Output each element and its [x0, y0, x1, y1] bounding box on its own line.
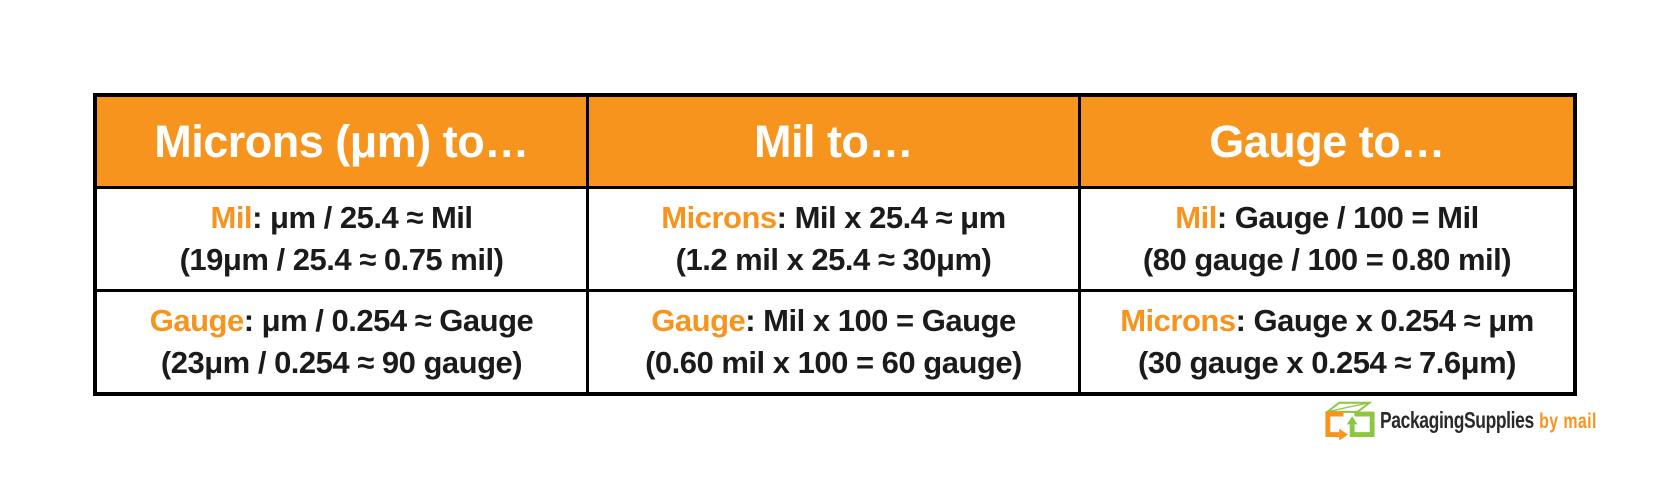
unit-accent: Gauge [651, 303, 746, 338]
formula-text: : Mil x 25.4 ≈ μm [776, 200, 1006, 235]
table-cell-microns-to-gauge [97, 292, 589, 392]
table-cell-mil-to-gauge [589, 292, 1081, 392]
formula-line [211, 197, 473, 239]
example-line: (0.60 mil x 100 = 60 gauge) [645, 345, 1022, 380]
header-label: Microns (μm) to… [154, 115, 529, 167]
header-cell-microns [97, 97, 589, 189]
header-cell-gauge [1081, 97, 1573, 189]
header-label: Gauge to… [1209, 115, 1445, 167]
packagingsupplies-logo [1323, 399, 1665, 441]
unit-accent: Microns [1120, 303, 1236, 338]
header-label: Mil to… [754, 115, 913, 167]
example-line: (80 gauge / 100 = 0.80 mil) [1142, 242, 1512, 277]
table-cell-mil-to-microns [589, 189, 1081, 292]
unit-accent: Mil [210, 200, 253, 235]
formula-line [651, 300, 1015, 342]
table-cell-gauge-to-microns [1081, 292, 1573, 392]
logo-text [1380, 407, 1597, 434]
formula-line [1120, 300, 1534, 342]
formula-text: : Gauge / 100 = Mil [1216, 200, 1479, 235]
table-cell-gauge-to-mil [1081, 189, 1573, 292]
formula-line [661, 197, 1005, 239]
table-cell-microns-to-mil [97, 189, 589, 292]
formula-text: : μm / 25.4 ≈ Mil [252, 200, 473, 235]
formula-text: : μm / 0.254 ≈ Gauge [243, 303, 534, 338]
example-line: (1.2 mil x 25.4 ≈ 30μm) [675, 242, 992, 277]
box-logo-icon [1323, 400, 1377, 440]
header-cell-mil [589, 97, 1081, 189]
example-line: (19μm / 25.4 ≈ 0.75 mil) [179, 242, 504, 277]
unit-conversion-table [93, 93, 1577, 396]
formula-line [1175, 197, 1478, 239]
example-line: (30 gauge x 0.254 ≈ 7.6μm) [1138, 345, 1516, 380]
logo-byline: by mail [1539, 409, 1597, 433]
unit-accent: Mil [1175, 200, 1217, 235]
unit-accent: Microns [661, 200, 777, 235]
formula-text: : Mil x 100 = Gauge [745, 303, 1016, 338]
formula-text: : Gauge x 0.254 ≈ μm [1235, 303, 1534, 338]
formula-line [150, 300, 534, 342]
example-line: (23μm / 0.254 ≈ 90 gauge) [160, 345, 523, 380]
logo-brand: PackagingSupplies [1380, 406, 1534, 433]
unit-accent: Gauge [149, 303, 244, 338]
